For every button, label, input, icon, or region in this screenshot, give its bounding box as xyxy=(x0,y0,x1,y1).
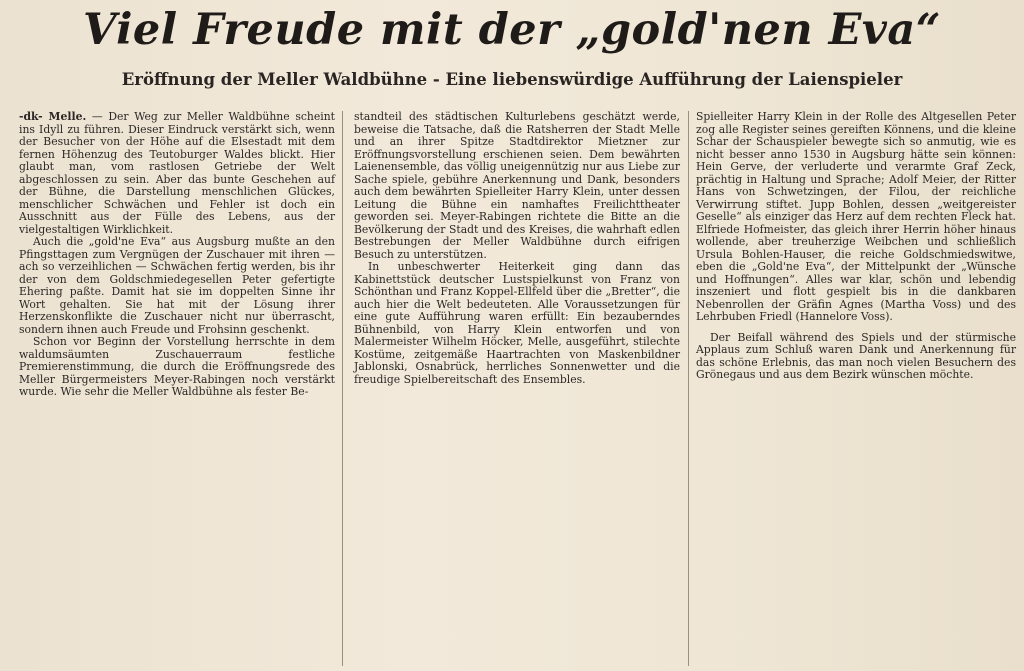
article-column-2 xyxy=(354,111,680,669)
paragraph: In unbeschwerter Heiterkeit ging dann das Kabinettstück deutscher Lustspielkunst von Franz von Schönthan und Franz Koppel-Ellfeld über die „Bretter“, die auch hier die Welt bedeuteten. Alle Voraussetzungen für eine gute Aufführung waren erfüllt: Ein bezauberndes Bühnenbild, von Harry Klein entworfen und von Malermeister Wilhelm Höcker, Melle, ausgeführt, stilechte Kostüme, zeitgemäße Haartrachten von Maskenbildner Jablonski, Osnabrück, herrliches Sonnenwetter und die freudige Spielbereitschaft des Ensembles. xyxy=(354,260,680,386)
paragraph: Schon vor Beginn der Vorstellung herrschte in dem waldumsäumten Zuschauerraum festliche Premierenstimmung, die durch die Eröffnungsrede des Meller Bürgermeisters Meyer-Rabingen noch verstärkt wurde. Wie sehr die Meller Waldbühne als fester Be- xyxy=(19,335,335,398)
paragraph-text: — Der Weg zur Meller Waldbühne scheint ins Idyll zu führen. Dieser Eindruck verstärkt sich, wenn der Besucher von der Höhe auf die Elsestadt mit dem fernen Höhenzug des Teutoburger Waldes blickt. Hier glaubt man, vom rastlosen Getriebe der Welt abgeschlossen zu sein. Aber das bunte Geschehen auf der Bühne, die Darstellung menschlichen Glückes, menschlicher Schwächen und Fehler ist doch ein Ausschnitt aus der Fülle des Lebens, aus der vielgestaltigen Wirklichkeit. xyxy=(19,110,335,236)
headline: Viel Freude mit der „gold'nen Eva“ xyxy=(82,5,942,55)
paragraph: Auch die „gold'ne Eva“ aus Augsburg mußte an den Pfingsttagen zum Vergnügen der Zuschauer mit ihren — ach so verzeihlichen — Schwächen fertig werden, bis ihr der von dem Goldschmiedegesellen Peter gefertigte Ehering paßte. Damit hat sie im doppelten Sinne ihr Wort gehalten. Sie hat mit der Lösung ihrer Herzenskonflikte die Zuschauer nicht nur überrascht, sondern ihnen auch Freude und Frohsinn geschenkt. xyxy=(19,235,335,336)
paragraph: Der Beifall während des Spiels und der stürmische Applaus zum Schluß waren Dank und Anerkennung für das schöne Erlebnis, das man noch vielen Besuchern des Grönegaus und aus dem Bezirk wünschen möchte. xyxy=(696,330,1016,381)
paragraph: standteil des städtischen Kulturlebens geschätzt werde, beweise die Tatsache, daß die Ratsherren der Stadt Melle und an ihrer Spitze Stadtdirektor Mietzner zur Eröffnungsvorstellung erschienen seien. Dem bewährten Laienensemble, das völlig uneigennützig nur aus Liebe zur Sache spiele, gebühre Anerkennung und Dank, besonders auch dem bewährten Spielleiter Harry Klein, unter dessen Leitung die Bühne ein namhaftes Freilichttheater geworden sei. Meyer-Rabingen richtete die Bitte an die Bevölkerung der Stadt und des Kreises, die wahrhaft edlen Bestrebungen der Meller Waldbühne durch eifrigen Besuch zu unterstützen. xyxy=(354,110,680,261)
column-divider xyxy=(342,111,343,666)
subheadline: Eröffnung der Meller Waldbühne - Eine liebenswürdige Aufführung der Laienspieler xyxy=(121,70,903,89)
article-column-1 xyxy=(19,111,335,669)
paragraph: Spielleiter Harry Klein in der Rolle des Altgesellen Peter zog alle Register seines gereiften Könnens, und die kleine Schar der Schauspieler bewegte sich so anmutig, wie es nicht besser anno 1530 in Augsburg hätte sein können: Hein Gerve, der verluderte und verarmte Graf Zeck, prächtig in Haltung und Sprache; Adolf Meier, der Ritter Hans von Schwetzingen, der Filou, der reichliche Verwirrung stiftet. Jupp Bohlen, dessen „weitgereister Geselle“ als einziger das Herz auf dem rechten Fleck hat. Elfriede Hofmeister, das gleich ihrer Herrin höher hinaus wollende, aber treuherzige Weibchen und schließlich Ursula Bohlen-Hauser, die reiche Goldschmiedswitwe, eben die „Gold'ne Eva“, der Mittelpunkt der „Wünsche und Hoffnungen“. Alles war klar, schön und lebendig inszeniert und flott gespielt bis in die dankbaren Nebenrollen der Gräfin Agnes (Martha Voss) und des Lehrbuben Friedl (Hannelore Voss). xyxy=(696,110,1016,323)
paragraph xyxy=(19,111,335,236)
byline: -dk- Melle. xyxy=(19,110,87,123)
column-divider xyxy=(688,111,689,666)
article-column-3 xyxy=(696,111,1016,669)
